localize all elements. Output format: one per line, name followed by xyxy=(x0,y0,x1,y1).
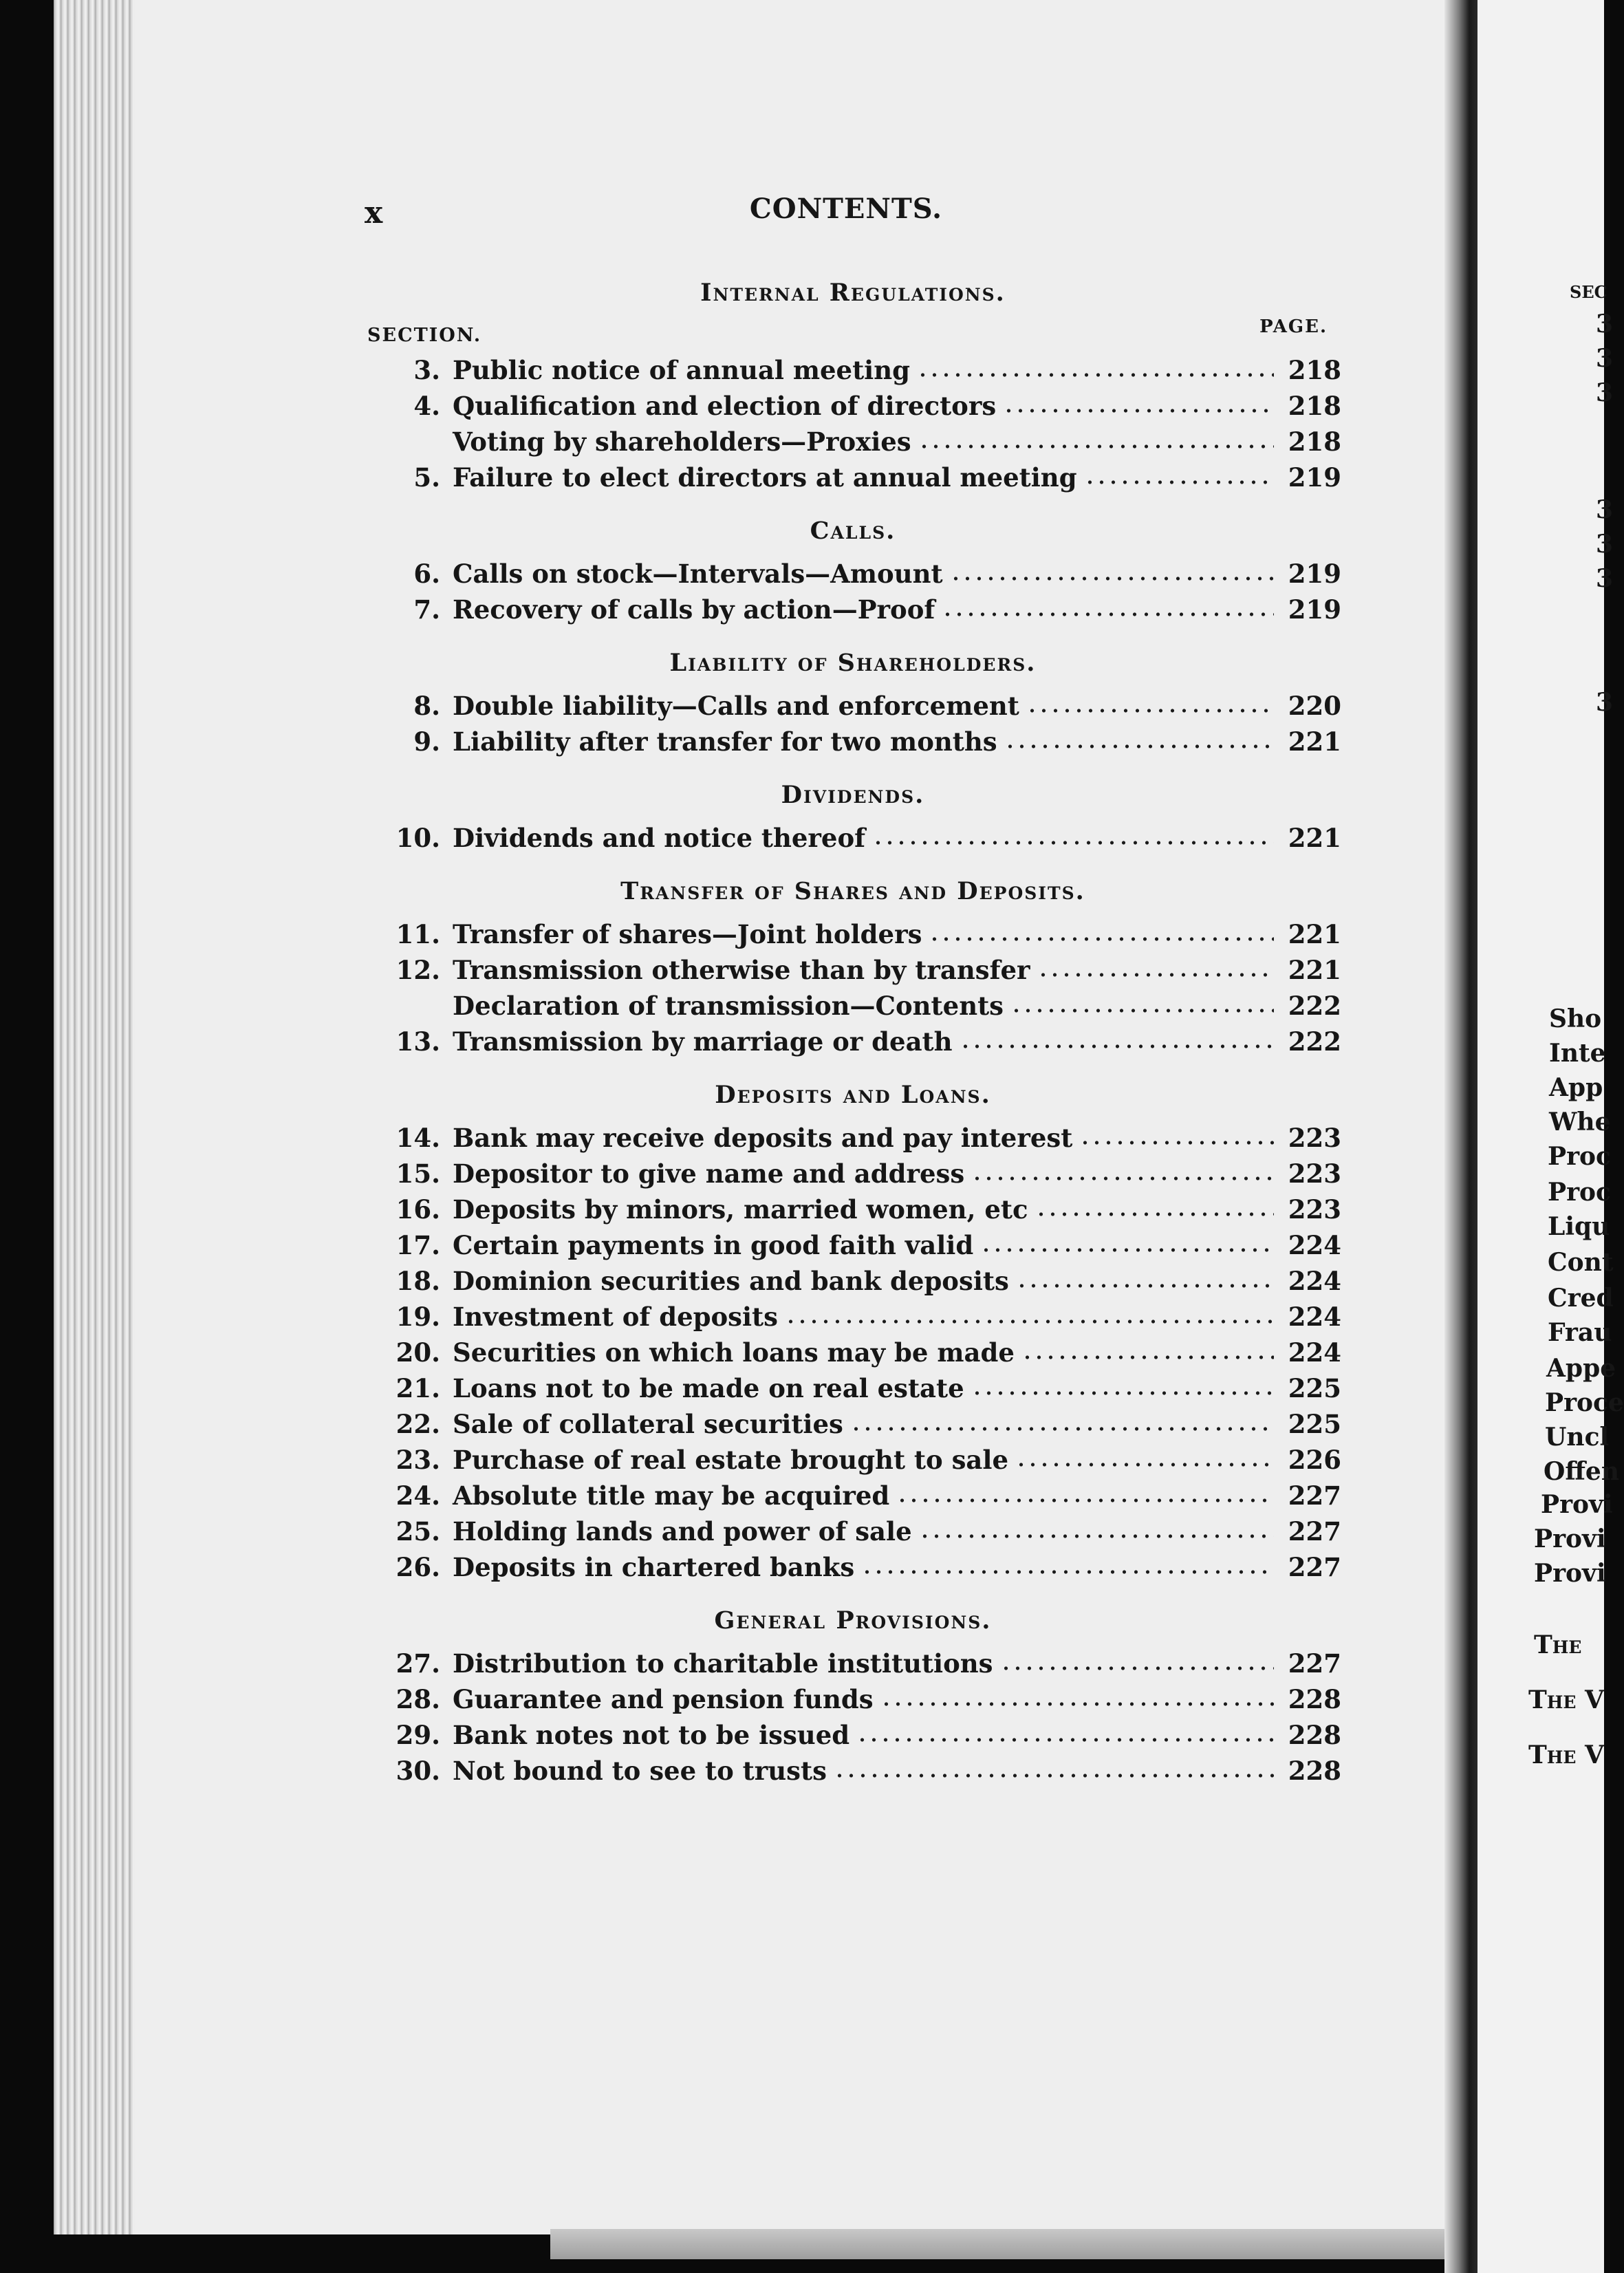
entry-line xyxy=(453,820,1341,856)
dot-leader xyxy=(971,1391,1274,1395)
facing-page-fragment: Cred xyxy=(1548,1284,1614,1313)
dot-leader xyxy=(1021,1355,1274,1359)
entry-title: Distribution to charitable institutions xyxy=(453,1648,993,1679)
entry-line xyxy=(453,1335,1341,1370)
facing-page-fragment: Inte xyxy=(1549,1039,1606,1068)
column-heads xyxy=(365,316,1341,352)
toc-entry xyxy=(365,1024,1341,1059)
facing-page-fragment: Offen xyxy=(1544,1457,1619,1486)
entry-line xyxy=(453,424,1341,460)
entry-line xyxy=(453,1299,1341,1335)
entry-title: Guarantee and pension funds xyxy=(453,1684,874,1714)
facing-page-fragment: Provi xyxy=(1541,1490,1613,1519)
entry-title: Transmission by marriage or death xyxy=(453,1026,953,1057)
toc-entry xyxy=(365,1227,1341,1263)
page-number: 221 xyxy=(1288,919,1341,949)
page-number: 225 xyxy=(1288,1409,1341,1439)
toc-entry xyxy=(365,1681,1341,1717)
section-number: 3. xyxy=(413,355,440,385)
page-fore-edge xyxy=(54,0,135,2234)
toc-entry xyxy=(365,352,1341,388)
facing-page xyxy=(1477,0,1604,2273)
section-number: 9. xyxy=(413,726,440,757)
page-number: 222 xyxy=(1288,1026,1341,1057)
facing-page-fragment: The V xyxy=(1528,1685,1604,1714)
dot-leader xyxy=(1000,1666,1275,1670)
page-number: 224 xyxy=(1288,1302,1341,1332)
entry-line xyxy=(453,1024,1341,1059)
toc-entry xyxy=(365,388,1341,424)
running-head xyxy=(365,187,1438,228)
dot-leader xyxy=(850,1427,1274,1431)
entry-line xyxy=(453,1120,1341,1156)
dot-leader xyxy=(1035,1212,1275,1216)
section-number: 14. xyxy=(396,1123,440,1153)
toc-entry xyxy=(365,1753,1341,1789)
toc-entry xyxy=(365,1192,1341,1227)
page-number: 219 xyxy=(1288,594,1341,625)
facing-page-fragment: Whe xyxy=(1549,1108,1611,1136)
section-number: 7. xyxy=(413,594,440,625)
page-number: 225 xyxy=(1288,1373,1341,1403)
entry-line xyxy=(453,556,1341,592)
dot-leader xyxy=(1003,409,1274,413)
entry-title: Failure to elect directors at annual meeting xyxy=(453,462,1077,493)
entry-line xyxy=(453,1192,1341,1227)
page-number: 223 xyxy=(1288,1123,1341,1153)
section-number: 10. xyxy=(396,823,440,853)
page-number: 223 xyxy=(1288,1194,1341,1225)
toc-entry xyxy=(365,820,1341,856)
entry-line xyxy=(453,1227,1341,1263)
page-number: 228 xyxy=(1288,1684,1341,1714)
facing-page-fragment: Uncl xyxy=(1545,1423,1610,1452)
toc-entry xyxy=(365,1406,1341,1442)
toc-entry xyxy=(365,460,1341,495)
facing-page-fragment: 3 xyxy=(1596,378,1614,407)
section-number: 23. xyxy=(396,1445,440,1475)
toc-entry xyxy=(365,556,1341,592)
entry-line xyxy=(453,352,1341,388)
toc-entry xyxy=(365,1513,1341,1549)
page-number: 227 xyxy=(1288,1516,1341,1547)
page-number: 224 xyxy=(1288,1230,1341,1260)
dot-leader xyxy=(918,444,1274,449)
section-heading: Liability of Shareholders. xyxy=(669,649,1037,677)
dot-leader xyxy=(834,1774,1274,1778)
dot-leader xyxy=(1037,973,1274,977)
page-number: 223 xyxy=(1288,1159,1341,1189)
entry-line xyxy=(453,916,1341,952)
page-folio: x xyxy=(365,195,383,230)
entry-line xyxy=(453,1646,1341,1681)
entry-title: Bank may receive deposits and pay interest xyxy=(453,1123,1073,1153)
entry-title: Dividends and notice thereof xyxy=(453,823,866,853)
dot-leader xyxy=(942,612,1274,616)
toc-entry xyxy=(365,592,1341,627)
entry-title: Voting by shareholders—Proxies xyxy=(453,427,911,457)
facing-page-fragment: Proc xyxy=(1548,1178,1611,1207)
page-number: 228 xyxy=(1288,1720,1341,1750)
page-number: 218 xyxy=(1288,355,1341,385)
facing-page-fragment: 3 xyxy=(1596,310,1614,338)
dot-leader xyxy=(785,1319,1274,1324)
entry-line xyxy=(453,1406,1341,1442)
entry-line xyxy=(453,1156,1341,1192)
facing-page-fragment: Frau xyxy=(1548,1318,1612,1347)
page-number: 221 xyxy=(1288,955,1341,985)
entry-title: Holding lands and power of sale xyxy=(453,1516,912,1547)
page-number: 226 xyxy=(1288,1445,1341,1475)
toc-entry xyxy=(365,424,1341,460)
entry-title: Declaration of transmission—Contents xyxy=(453,991,1004,1021)
section-heading: Deposits and Loans. xyxy=(715,1081,991,1109)
entry-line xyxy=(453,952,1341,988)
toc-entry xyxy=(365,916,1341,952)
section-number: 27. xyxy=(396,1648,440,1679)
dot-leader xyxy=(919,1534,1274,1538)
toc-entry xyxy=(365,1717,1341,1753)
section-number: 18. xyxy=(396,1266,440,1296)
entry-line xyxy=(453,388,1341,424)
page-number: 218 xyxy=(1288,391,1341,421)
facing-page-fragment: The V xyxy=(1528,1741,1604,1769)
toc-entry xyxy=(365,724,1341,760)
section-column-head: SECTION. xyxy=(367,325,482,346)
section-number: 16. xyxy=(396,1194,440,1225)
page-number: 218 xyxy=(1288,427,1341,457)
dot-leader xyxy=(1004,744,1274,748)
section-number: 20. xyxy=(396,1337,440,1368)
toc-entry xyxy=(365,1478,1341,1513)
entry-line xyxy=(453,1263,1341,1299)
toc-entry xyxy=(365,1120,1341,1156)
section-number: 30. xyxy=(396,1756,440,1786)
entry-title: Liability after transfer for two months xyxy=(453,726,997,757)
facing-page-fragment: 3 xyxy=(1596,564,1614,593)
section-number: 13. xyxy=(396,1026,440,1057)
section-heading: Calls. xyxy=(810,517,896,545)
entry-line xyxy=(453,1681,1341,1717)
section-number: 26. xyxy=(396,1552,440,1582)
entry-line xyxy=(453,1717,1341,1753)
dot-leader xyxy=(1016,1284,1274,1288)
section-number: 4. xyxy=(413,391,440,421)
entry-title: Calls on stock—Intervals—Amount xyxy=(453,559,943,589)
dot-leader xyxy=(1010,1009,1274,1013)
section-number: 12. xyxy=(396,955,440,985)
toc-entry xyxy=(365,688,1341,724)
toc-entry xyxy=(365,1299,1341,1335)
facing-page-fragment: SEC xyxy=(1570,282,1607,302)
entry-title: Deposits in chartered banks xyxy=(453,1552,855,1582)
dot-leader xyxy=(960,1044,1274,1048)
entry-title: Qualification and election of directors xyxy=(453,391,997,421)
section-number: 22. xyxy=(396,1409,440,1439)
entry-line xyxy=(453,460,1341,495)
section-number: 17. xyxy=(396,1230,440,1260)
section-heading: Internal Regulations. xyxy=(700,279,1006,307)
entry-title: Securities on which loans may be made xyxy=(453,1337,1015,1368)
entry-line xyxy=(453,1549,1341,1585)
entry-title: Transmission otherwise than by transfer xyxy=(453,955,1030,985)
entry-title: Depositor to give name and address xyxy=(453,1159,965,1189)
toc-entry xyxy=(365,1370,1341,1406)
dot-leader xyxy=(971,1176,1274,1181)
facing-page-fragment: The xyxy=(1534,1630,1582,1659)
facing-page-fragment: Cont xyxy=(1548,1248,1614,1277)
section-number: 24. xyxy=(396,1480,440,1511)
section-heading: Transfer of Shares and Deposits. xyxy=(620,877,1085,905)
dot-leader xyxy=(917,373,1274,377)
entry-title: Absolute title may be acquired xyxy=(453,1480,890,1511)
dot-leader xyxy=(1015,1463,1274,1467)
section-number: 29. xyxy=(396,1720,440,1750)
entry-title: Certain payments in good faith valid xyxy=(453,1230,974,1260)
facing-page-fragment: 3 xyxy=(1596,344,1614,373)
section-heading: General Provisions. xyxy=(714,1606,992,1635)
dot-leader xyxy=(872,841,1274,845)
facing-page-fragment: App xyxy=(1549,1073,1603,1102)
toc-entry xyxy=(365,1549,1341,1585)
facing-page-fragment: Liqu xyxy=(1548,1212,1610,1241)
facing-page-fragment: Sho xyxy=(1549,1004,1602,1033)
section-number: 8. xyxy=(413,691,440,721)
dot-leader xyxy=(950,577,1274,581)
page-number: 224 xyxy=(1288,1337,1341,1368)
entry-title: Transfer of shares—Joint holders xyxy=(453,919,922,949)
page-number: 227 xyxy=(1288,1648,1341,1679)
bottom-page-edge xyxy=(550,2229,1444,2259)
facing-page-fragment: 3 xyxy=(1596,530,1614,559)
running-title: CONTENTS. xyxy=(749,193,943,225)
toc-entry xyxy=(365,952,1341,988)
entry-title: Loans not to be made on real estate xyxy=(453,1373,964,1403)
section-number: 19. xyxy=(396,1302,440,1332)
entry-title: Investment of deposits xyxy=(453,1302,778,1332)
entry-line xyxy=(453,724,1341,760)
dot-leader xyxy=(1084,480,1274,484)
entry-line xyxy=(453,1370,1341,1406)
page-number: 222 xyxy=(1288,991,1341,1021)
page-number: 219 xyxy=(1288,462,1341,493)
entry-line xyxy=(453,1753,1341,1789)
page-number: 228 xyxy=(1288,1756,1341,1786)
entry-title: Not bound to see to trusts xyxy=(453,1756,827,1786)
toc-entry xyxy=(365,1335,1341,1370)
page-number: 224 xyxy=(1288,1266,1341,1296)
page-number: 227 xyxy=(1288,1552,1341,1582)
facing-page-fragment: Appe xyxy=(1546,1354,1616,1383)
section-number: 11. xyxy=(396,919,440,949)
toc-entry xyxy=(365,1156,1341,1192)
dot-leader xyxy=(880,1702,1274,1706)
page-number: 227 xyxy=(1288,1480,1341,1511)
dot-leader xyxy=(856,1738,1274,1742)
page-number: 221 xyxy=(1288,726,1341,757)
section-number: 21. xyxy=(396,1373,440,1403)
entry-line xyxy=(453,688,1341,724)
dot-leader xyxy=(929,937,1274,941)
section-heading: Dividends. xyxy=(781,781,925,809)
entry-title: Deposits by minors, married women, etc xyxy=(453,1194,1028,1225)
facing-page-fragment: 3 xyxy=(1596,688,1614,717)
contents-table xyxy=(365,275,1341,1789)
facing-page-fragment: Proc xyxy=(1548,1142,1611,1171)
toc-entry xyxy=(365,988,1341,1024)
section-number: 25. xyxy=(396,1516,440,1547)
page-number: 221 xyxy=(1288,823,1341,853)
dot-leader xyxy=(861,1570,1274,1574)
entry-line xyxy=(453,1513,1341,1549)
dot-leader xyxy=(896,1498,1274,1502)
page-number: 220 xyxy=(1288,691,1341,721)
section-number: 6. xyxy=(413,559,440,589)
facing-page-fragment: Provi xyxy=(1534,1559,1606,1588)
facing-page-fragment: Provi xyxy=(1534,1525,1606,1553)
entry-line xyxy=(453,1478,1341,1513)
entry-title: Purchase of real estate brought to sale xyxy=(453,1445,1008,1475)
section-number: 28. xyxy=(396,1684,440,1714)
dot-leader xyxy=(1026,709,1274,713)
entry-title: Recovery of calls by action—Proof xyxy=(453,594,935,625)
dot-leader xyxy=(980,1248,1274,1252)
toc-entry xyxy=(365,1263,1341,1299)
page-column-head: PAGE. xyxy=(1259,316,1328,337)
entry-title: Public notice of annual meeting xyxy=(453,355,911,385)
section-number: 5. xyxy=(413,462,440,493)
dot-leader xyxy=(1079,1141,1274,1145)
facing-page-fragment: Proce xyxy=(1545,1388,1624,1417)
entry-line xyxy=(453,1442,1341,1478)
entry-line xyxy=(453,592,1341,627)
entry-title: Dominion securities and bank deposits xyxy=(453,1266,1009,1296)
facing-page-fragment: 3 xyxy=(1596,495,1614,524)
toc-entry xyxy=(365,1442,1341,1478)
entry-title: Sale of collateral securities xyxy=(453,1409,843,1439)
toc-entry xyxy=(365,1646,1341,1681)
entry-title: Bank notes not to be issued xyxy=(453,1720,850,1750)
section-number: 15. xyxy=(396,1159,440,1189)
entry-title: Double liability—Calls and enforcement xyxy=(453,691,1019,721)
entry-line xyxy=(453,988,1341,1024)
page-number: 219 xyxy=(1288,559,1341,589)
